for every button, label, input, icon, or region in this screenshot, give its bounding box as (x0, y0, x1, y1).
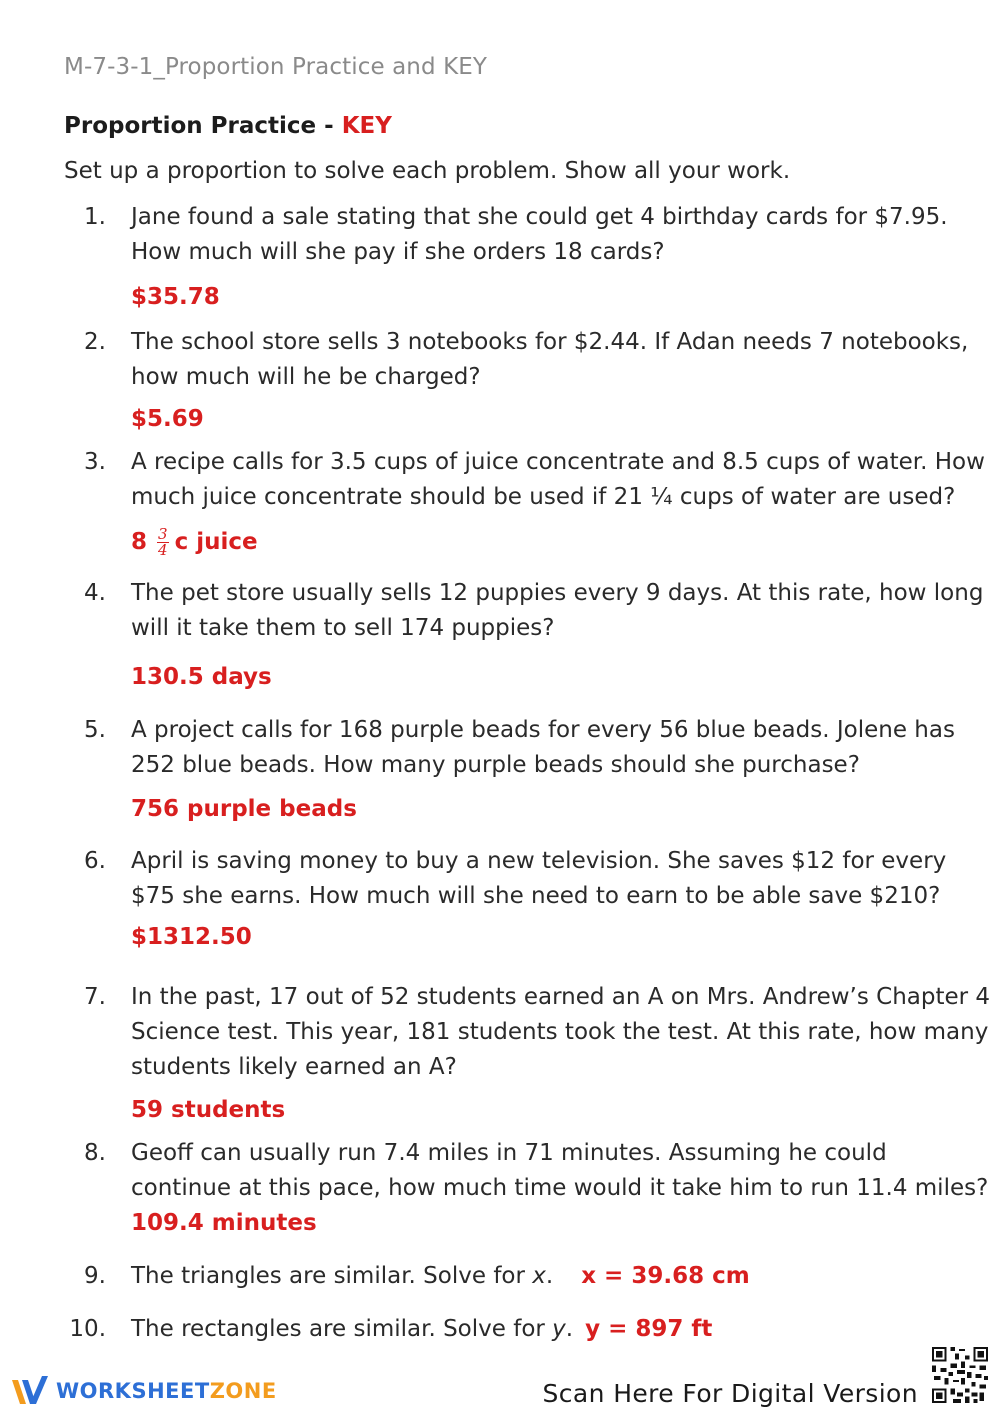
qr-code-icon[interactable] (930, 1344, 990, 1406)
question-text: The pet store usually sells 12 puppies every 9 days. At this rate, how long will it take them to sell 174 puppies? (131, 580, 984, 641)
answer-fraction (157, 527, 169, 558)
fraction-numerator: 3 (158, 525, 168, 543)
question-number: 9. (84, 1263, 106, 1289)
scan-text: Scan Here For Digital Version (542, 1379, 918, 1408)
question-number: 1. (84, 204, 106, 230)
logo-text (56, 1379, 277, 1403)
question-text-after: . (545, 1263, 554, 1289)
question-text: Geoff can usually run 7.4 miles in 71 minutes. Assuming he could continue at this pace, how much time would it take him to run 11.4 miles? (131, 1140, 989, 1201)
title-main: Proportion Practice - (64, 113, 342, 139)
question-text: The school store sells 3 notebooks for $2.44. If Adan needs 7 notebooks, how much will he be charged? (131, 329, 969, 390)
answer-4: 130.5 days (131, 664, 272, 690)
logo-text-part1: WORKSHEET (56, 1379, 210, 1403)
answer-10: y = 897 ft (585, 1316, 713, 1342)
question-variable: y (552, 1316, 566, 1342)
fraction-denominator: 4 (158, 541, 168, 559)
answer-3 (131, 527, 258, 558)
question-number: 6. (84, 848, 106, 874)
answer-1: $35.78 (131, 284, 220, 310)
worksheetzone-logo[interactable] (10, 1374, 277, 1408)
answer-6: $1312.50 (131, 924, 252, 950)
page-title (64, 113, 392, 139)
answer-8: 109.4 minutes (131, 1210, 317, 1236)
question-number: 8. (84, 1140, 106, 1166)
question-text: April is saving money to buy a new television. She saves $12 for every $75 she earns. How much will she need to earn to be able save $210? (131, 848, 947, 909)
answer-5: 756 purple beads (131, 796, 357, 822)
answer-unit: c juice (174, 529, 258, 555)
document-header: M-7-3-1_Proportion Practice and KEY (64, 54, 488, 80)
question-text-before: The triangles are similar. Solve for (131, 1263, 533, 1289)
question-number: 7. (84, 984, 106, 1010)
answer-9: x = 39.68 cm (581, 1263, 750, 1289)
answer-7: 59 students (131, 1097, 286, 1123)
question-variable: x (532, 1263, 546, 1289)
question-number: 5. (84, 717, 106, 743)
logo-text-part2: ZONE (209, 1379, 277, 1403)
question-text: Jane found a sale stating that she could get 4 birthday cards for $7.95. How much will she pay if she orders 18 cards? (131, 204, 948, 265)
question-text: A project calls for 168 purple beads for every 56 blue beads. Jolene has 252 blue beads. How many purple beads should she purchase? (131, 717, 955, 778)
question-number: 2. (84, 329, 106, 355)
title-key: KEY (341, 113, 392, 139)
question-number: 10. (69, 1316, 106, 1342)
instructions: Set up a proportion to solve each problem. Show all your work. (64, 158, 791, 184)
question-text (131, 1312, 991, 1347)
answer-whole: 8 (131, 529, 148, 555)
question-text: In the past, 17 out of 52 students earned an A on Mrs. Andrew’s Chapter 4 Science test. This year, 181 students took the test. At this rate, how many students likely earned an A? (131, 984, 991, 1080)
question-number: 4. (84, 580, 106, 606)
question-text: A recipe calls for 3.5 cups of juice concentrate and 8.5 cups of water. How much juice concentrate should be used if 21 ¼ cups of water are used? (131, 449, 985, 510)
question-text-before: The rectangles are similar. Solve for (131, 1316, 553, 1342)
worksheetzone-logo-icon (10, 1374, 52, 1408)
answer-2: $5.69 (131, 406, 204, 432)
question-number: 3. (84, 449, 106, 475)
question-text (131, 1259, 991, 1294)
question-text-after: . (565, 1316, 574, 1342)
